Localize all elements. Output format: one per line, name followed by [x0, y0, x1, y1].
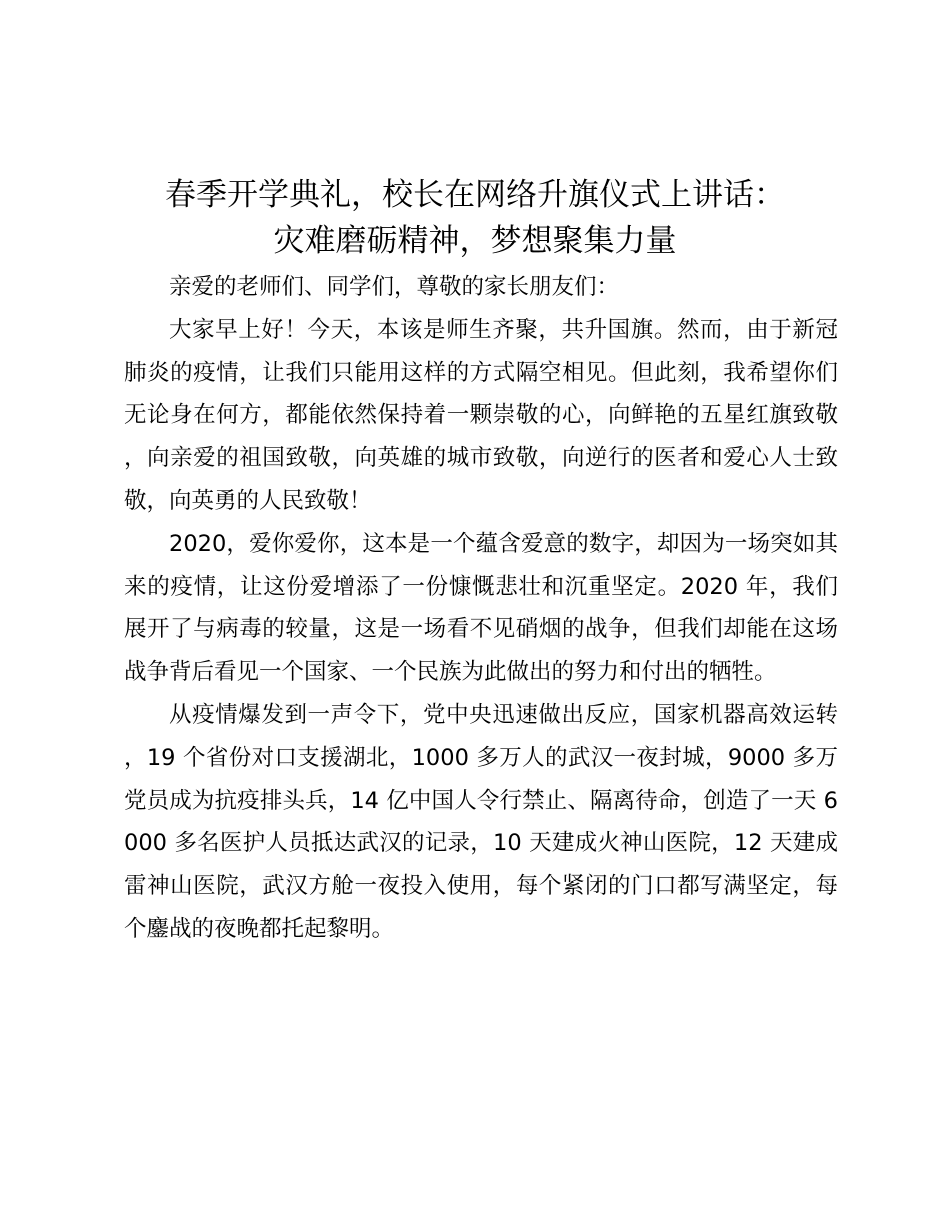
- greeting-paragraph: 亲爱的老师们、同学们，尊敬的家长朋友们：: [169, 274, 620, 300]
- body-paragraph: 2020，爱你爱你，这本是一个蕴含爱意的数字，却因为一场突如其来的疫情，让这份爱增添了一份慷慨悲壮和沉重坚定。2020 年，我们展开了与病毒的较量，这是一场看不见硝烟的战争，但我们却能在这场战争背后看见一个国家、一个民族为此做出的努力和付出的牺牲。: [124, 530, 838, 686]
- document-title-line-2: 灾难磨砺精神，梦想聚集力量: [273, 223, 677, 259]
- body-paragraph: 大家早上好！今天，本该是师生齐聚，共升国旗。然而，由于新冠肺炎的疫情，让我们只能用这样的方式隔空相见。但此刻，我希望你们无论身在何方，都能依然保持着一颗崇敬的心，向鲜艳的五星红旗致敬，向亲爱的祖国致敬，向英雄的城市致敬，向逆行的医者和爱心人士致敬，向英勇的人民致敬！: [124, 316, 838, 514]
- document-body: [124, 266, 838, 951]
- body-paragraph: 从疫情爆发到一声令下，党中央迅速做出反应，国家机器高效运转，19 个省份对口支援湖北，1000 多万人的武汉一夜封城，9000 多万党员成为抗疫排头兵，14 亿中国人令行禁止、隔离待命，创造了一天 6000 多名医护人员抵达武汉的记录，10 天建成火神山医院，12 天建成雷神山医院，武汉方舱一夜投入使用，每个紧闭的门口都写满坚定，每个鏖战的夜晚都托起黎明。: [124, 701, 838, 942]
- document-title-line-1: 春季开学典礼，校长在网络升旗仪式上讲话：: [165, 177, 785, 213]
